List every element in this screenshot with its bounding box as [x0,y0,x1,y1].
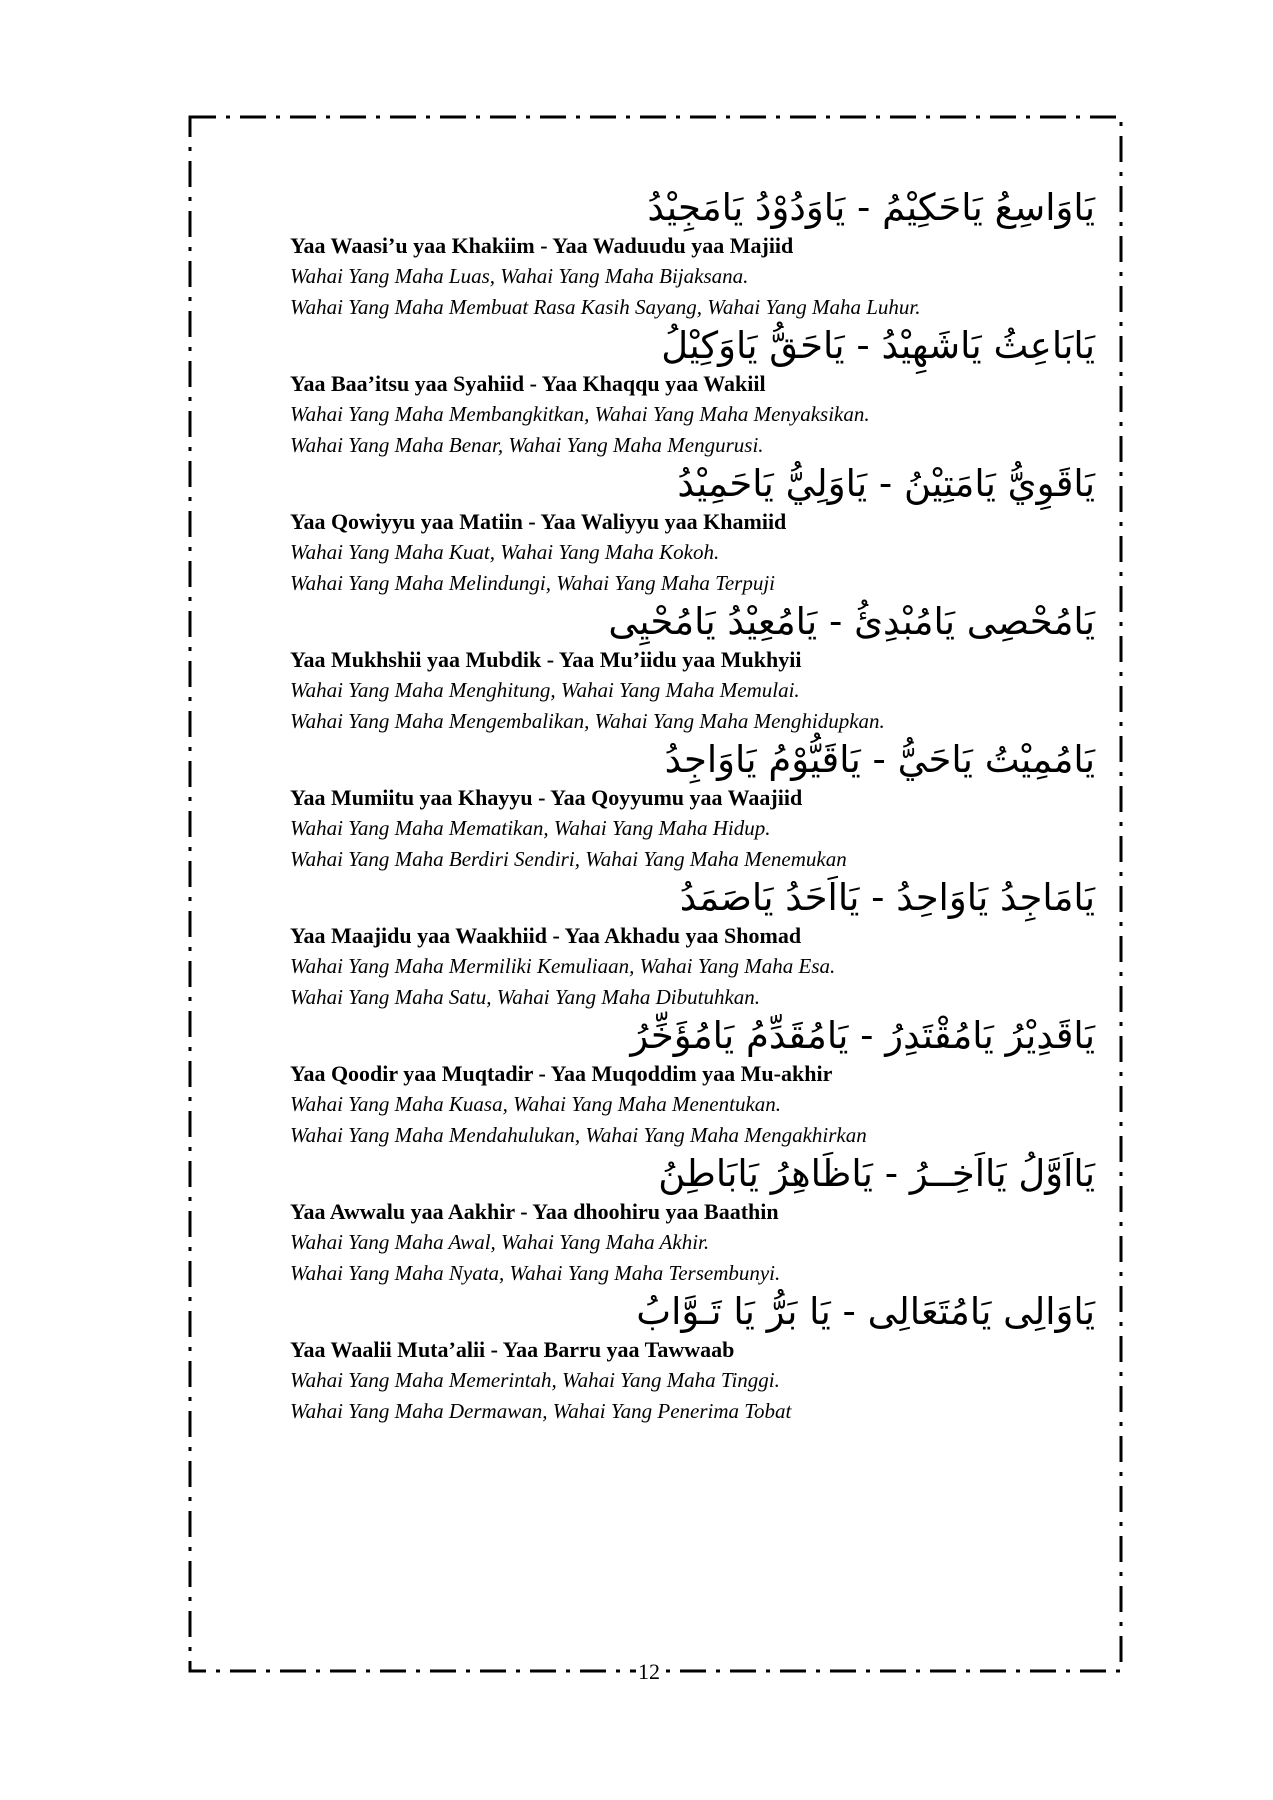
meaning-line: Wahai Yang Maha Mermiliki Kemuliaan, Wahai Yang Maha Esa. [290,954,836,978]
arabic-text: يَابَاعِثُ يَاشَهِيْدُ - يَاحَقُّ يَاوَكِيْلُ [661,324,1095,367]
meaning-line: Wahai Yang Maha Dermawan, Wahai Yang Penerima Tobat [290,1399,792,1423]
meaning-line: Wahai Yang Maha Benar, Wahai Yang Maha Mengurusi. [290,433,764,457]
meaning-line: Wahai Yang Maha Kuat, Wahai Yang Maha Kokoh. [290,540,720,564]
meaning-line: Wahai Yang Maha Berdiri Sendiri, Wahai Yang Maha Menemukan [290,847,847,871]
transliteration: Yaa Qowiyyu yaa Matiin - Yaa Waliyyu yaa Khamiid [290,509,787,534]
list-item [290,323,1095,461]
arabic-text: يَاوَالِى يَامُتَعَالِى - يَا بَرُّ يَا تَـوَّابُ [636,1290,1095,1333]
arabic-text: يَامَاجِدُ يَاوَاحِدُ - يَااَحَدُ يَاصَمَدُ [679,876,1095,919]
list-item [290,461,1095,599]
arabic-text: يَااَوَّلُ يَااَخِــرُ - يَاظَاهِرُ يَابَاطِنُ [658,1152,1095,1195]
meaning-line: Wahai Yang Maha Menghitung, Wahai Yang Maha Memulai. [290,678,800,702]
arabic-text: يَامُمِيْتُ يَاحَيُّ - يَاقَيُّوْمُ يَاوَاجِدُ [664,738,1095,781]
transliteration: Yaa Qoodir yaa Muqtadir - Yaa Muqoddim yaa Mu-akhir [290,1061,833,1086]
page-number: 12 [638,1659,660,1684]
list-item [290,1013,1095,1151]
list-item [290,737,1095,875]
names-list [290,182,1095,1427]
meaning-line: Wahai Yang Maha Mematikan, Wahai Yang Maha Hidup. [290,816,771,840]
meaning-line: Wahai Yang Maha Mendahulukan, Wahai Yang Maha Mengakhirkan [290,1123,867,1147]
list-item [290,875,1095,1013]
meaning-line: Wahai Yang Maha Membuat Rasa Kasih Sayang, Wahai Yang Maha Luhur. [290,295,921,319]
arabic-text: يَاقَوِيُّ يَامَتِيْنُ - يَاوَلِيُّ يَاحَمِيْدُ [677,462,1095,505]
meaning-line: Wahai Yang Maha Melindungi, Wahai Yang Maha Terpuji [290,571,776,595]
list-item [290,1289,1095,1427]
transliteration: Yaa Baa’itsu yaa Syahiid - Yaa Khaqqu yaa Wakiil [290,371,766,396]
transliteration: Yaa Waalii Muta’alii - Yaa Barru yaa Tawwaab [290,1337,735,1362]
transliteration: Yaa Awwalu yaa Aakhir - Yaa dhoohiru yaa Baathin [290,1199,779,1224]
meaning-line: Wahai Yang Maha Awal, Wahai Yang Maha Akhir. [290,1230,710,1254]
meaning-line: Wahai Yang Maha Luas, Wahai Yang Maha Bijaksana. [290,264,749,288]
arabic-text: يَاوَاسِعُ يَاحَكِيْمُ - يَاوَدُوْدُ يَامَجِيْدُ [647,186,1095,229]
arabic-text: يَامُحْصِى يَامُبْدِئُ - يَامُعِيْدُ يَامُحْيِى [608,600,1095,643]
transliteration: Yaa Mumiitu yaa Khayyu - Yaa Qoyyumu yaa Waajiid [290,785,803,810]
transliteration: Yaa Mukhshii yaa Mubdik - Yaa Mu’iidu yaa Mukhyii [290,647,802,672]
meaning-line: Wahai Yang Maha Nyata, Wahai Yang Maha Tersembunyi. [290,1261,781,1285]
transliteration: Yaa Maajidu yaa Waakhiid - Yaa Akhadu yaa Shomad [290,923,802,948]
meaning-line: Wahai Yang Maha Mengembalikan, Wahai Yang Maha Menghidupkan. [290,709,885,733]
transliteration: Yaa Waasi’u yaa Khakiim - Yaa Waduudu yaa Majiid [290,233,794,258]
meaning-line: Wahai Yang Maha Memerintah, Wahai Yang Maha Tinggi. [290,1368,780,1392]
list-item [290,599,1095,737]
list-item [290,185,1095,323]
meaning-line: Wahai Yang Maha Kuasa, Wahai Yang Maha Menentukan. [290,1092,782,1116]
meaning-line: Wahai Yang Maha Membangkitkan, Wahai Yang Maha Menyaksikan. [290,402,870,426]
meaning-line: Wahai Yang Maha Satu, Wahai Yang Maha Dibutuhkan. [290,985,761,1009]
arabic-text: يَاقَدِيْرُ يَامُقْتَدِرُ - يَامُقَدِّمُ يَامُؤَخِّرُ [630,1014,1095,1057]
list-item [290,1151,1095,1289]
